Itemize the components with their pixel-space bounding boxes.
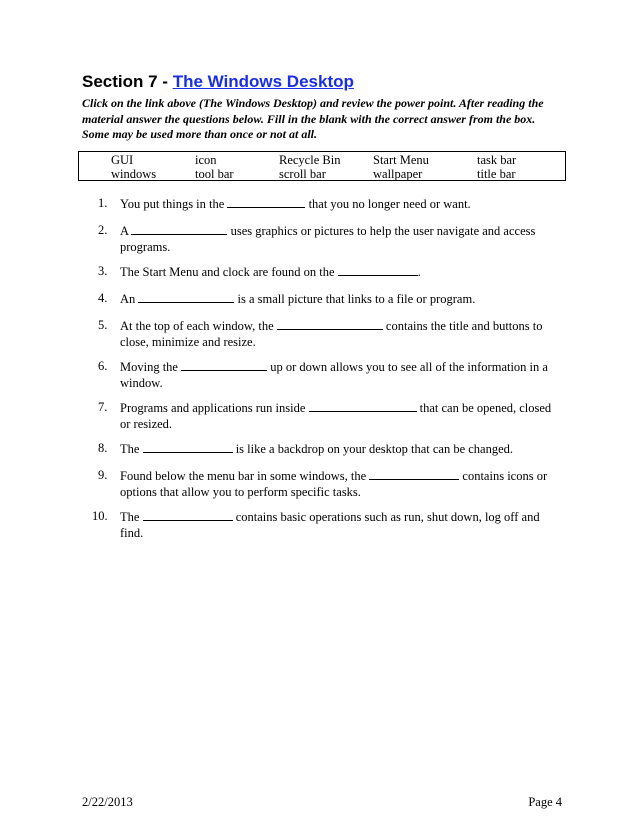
question-number: 4.	[98, 291, 108, 305]
question-item	[98, 196, 560, 213]
word-bank-item: tool bar	[195, 167, 234, 181]
question-text: Programs and applications run inside	[120, 401, 306, 415]
question-text: At the top of each window, the	[120, 319, 274, 333]
footer-date: 2/22/2013	[82, 795, 133, 809]
question-text: contains icons or options that allow you to perform specific tasks.	[120, 469, 548, 499]
question-item	[98, 400, 560, 432]
answer-blank	[277, 318, 383, 330]
question-number: 9.	[98, 468, 108, 482]
question-text: You put things in the	[120, 197, 225, 211]
answer-blank	[131, 223, 227, 235]
question-number: 6.	[98, 359, 108, 373]
answer-blank	[369, 468, 459, 480]
question-text: Moving the	[120, 360, 178, 374]
question-text: A	[120, 224, 129, 238]
windows-desktop-link[interactable]: The Windows Desktop	[172, 72, 354, 91]
question-text: The	[120, 442, 140, 456]
footer-page-number: Page 4	[528, 795, 562, 809]
question-text: is like a backdrop on your desktop that can be changed.	[235, 442, 514, 456]
instructions-text: Click on the link above (The Windows Desktop) and review the power point. After reading the material answer the questions below. Fill in the blank with the correct answer from the box. Some may be used more than once or not at all.	[82, 96, 544, 141]
question-text: up or down allows you to see all of the information in a window.	[120, 360, 548, 390]
section-prefix: Section 7 -	[82, 72, 173, 91]
question-text: contains the title and buttons to close, minimize and resize.	[120, 319, 543, 349]
question-text: .	[417, 265, 421, 279]
question-text: The Start Menu and clock are found on the	[120, 265, 335, 279]
word-bank-item: Start Menu	[373, 153, 429, 167]
section-heading	[82, 72, 354, 92]
answer-blank	[181, 359, 267, 371]
answer-blank	[138, 291, 234, 303]
question-text: that can be opened, closed or resized.	[120, 401, 552, 431]
word-bank-item: scroll bar	[279, 167, 326, 181]
answer-blank	[309, 400, 417, 412]
answer-blank	[227, 196, 305, 208]
question-item	[98, 264, 560, 281]
question-item	[98, 318, 560, 350]
answer-blank	[143, 509, 233, 521]
word-bank-item: task bar	[477, 153, 517, 167]
question-item	[98, 223, 560, 255]
word-bank-box	[78, 151, 566, 181]
question-text: is a small picture that links to a file or program.	[237, 292, 476, 306]
question-number: 10.	[92, 509, 108, 523]
question-text: contains basic operations such as run, shut down, log off and find.	[120, 510, 540, 540]
question-text: The	[120, 510, 140, 524]
word-bank-item: icon	[195, 153, 217, 167]
word-bank-item: GUI	[111, 153, 134, 167]
question-text: An	[120, 292, 136, 306]
question-item	[98, 441, 560, 458]
word-bank-item: title bar	[477, 167, 516, 181]
question-number: 3.	[98, 264, 108, 278]
question-text: Found below the menu bar in some windows, the	[120, 469, 367, 483]
question-number: 8.	[98, 441, 108, 455]
question-item	[98, 291, 560, 308]
answer-blank	[338, 264, 418, 276]
question-number: 5.	[98, 318, 108, 332]
question-number: 7.	[98, 400, 108, 414]
question-number: 2.	[98, 223, 108, 237]
question-item	[92, 509, 560, 541]
question-text: uses graphics or pictures to help the user navigate and access programs.	[120, 224, 536, 254]
question-text: that you no longer need or want.	[308, 197, 471, 211]
question-item	[98, 359, 560, 391]
word-bank-item: wallpaper	[373, 167, 423, 181]
question-number: 1.	[98, 196, 108, 210]
word-bank-item: Recycle Bin	[279, 153, 341, 167]
question-item	[98, 468, 560, 500]
word-bank-item: windows	[111, 167, 157, 181]
answer-blank	[143, 441, 233, 453]
